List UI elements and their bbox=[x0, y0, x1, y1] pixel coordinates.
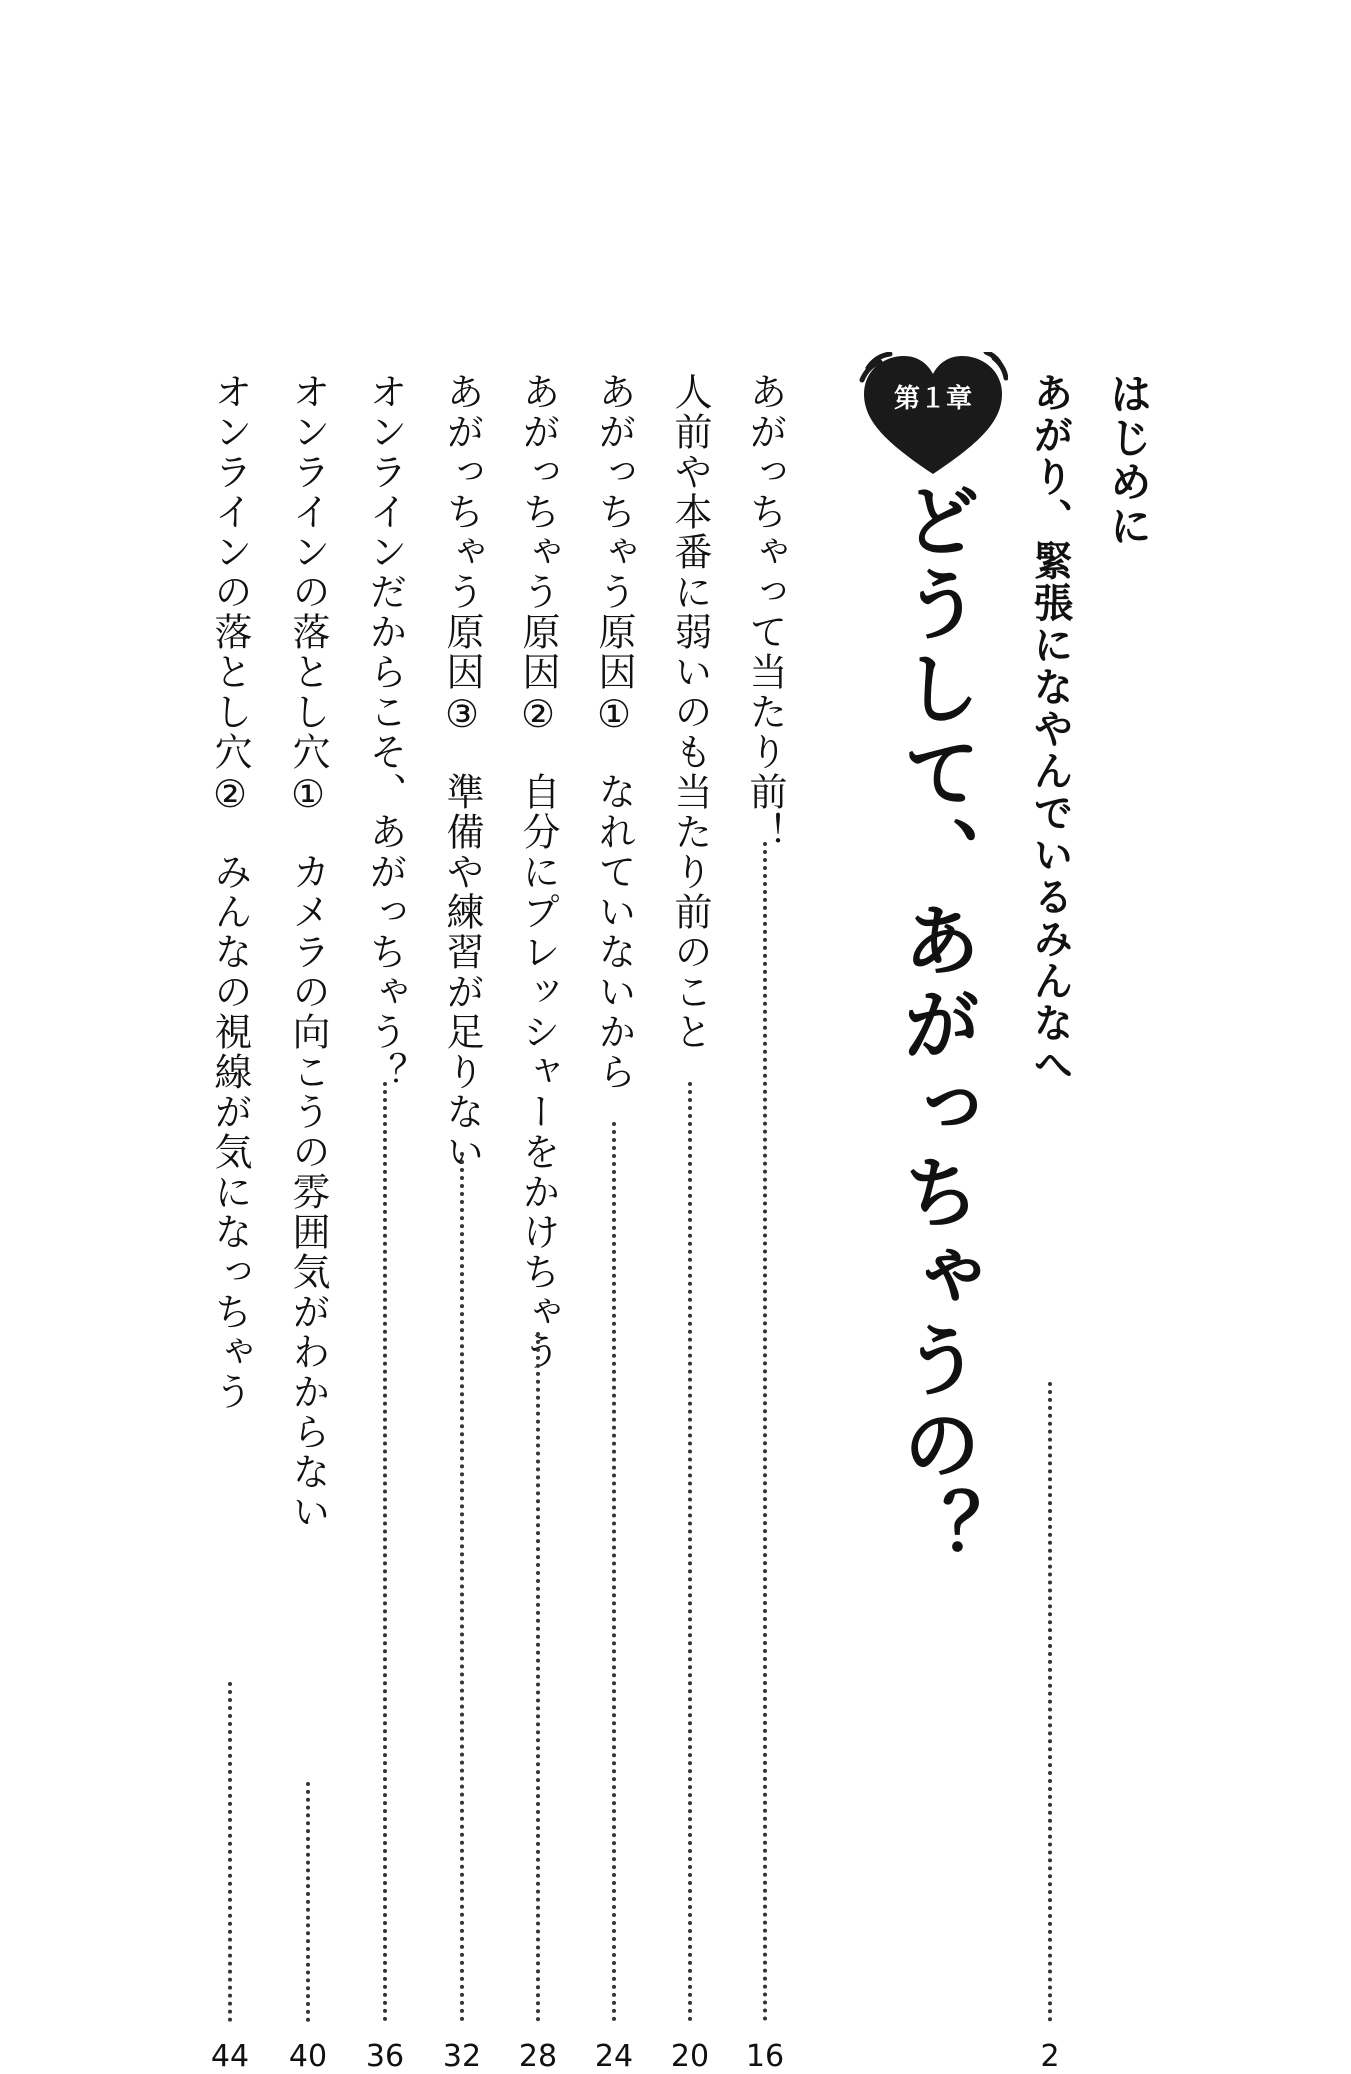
page-number: 24 bbox=[594, 2039, 634, 2074]
toc-entry-subtitle: みんなの視線が気になっちゃう bbox=[208, 852, 252, 1412]
chapter-title bbox=[880, 480, 990, 1572]
toc-entry[interactable] bbox=[508, 372, 568, 2074]
dotted-leader bbox=[383, 1082, 387, 2022]
toc-entry[interactable] bbox=[355, 372, 415, 2074]
dotted-leader bbox=[1048, 1382, 1052, 2022]
toc-entry-prefix: あがっちゃう原因① bbox=[592, 372, 636, 738]
toc-entry[interactable] bbox=[200, 372, 260, 2074]
toc-entry-text bbox=[286, 372, 330, 1532]
page-number: 32 bbox=[442, 2039, 482, 2074]
toc-entry-text: あがり、緊張になやんでいるみんなへ bbox=[1027, 372, 1073, 1086]
page-number: 40 bbox=[288, 2039, 328, 2074]
toc-entry-text bbox=[440, 372, 484, 1172]
toc-entry[interactable] bbox=[735, 372, 795, 2074]
dotted-leader bbox=[688, 1082, 692, 2022]
page-number: 44 bbox=[210, 2039, 250, 2074]
page-number: 36 bbox=[365, 2039, 405, 2074]
dotted-leader bbox=[228, 1682, 232, 2022]
toc-entry[interactable] bbox=[584, 372, 644, 2074]
dotted-leader bbox=[460, 1152, 464, 2022]
toc-entry-text: あがっちゃって当たり前！ bbox=[743, 372, 787, 852]
page-number: 20 bbox=[670, 2039, 710, 2074]
toc-entry[interactable] bbox=[432, 372, 492, 2074]
toc-entry-text: オンラインだからこそ、あがっちゃう？ bbox=[363, 372, 407, 1092]
heading-text: はじめに bbox=[1104, 372, 1153, 548]
toc-entry-text bbox=[592, 372, 636, 1092]
toc-entry[interactable] bbox=[660, 372, 720, 2074]
page-number: 28 bbox=[518, 2039, 558, 2074]
toc-entry-prefix: オンラインの落とし穴② bbox=[208, 372, 252, 818]
toc-entry-text: 人前や本番に弱いのも当たり前のこと bbox=[668, 372, 712, 1052]
toc-entry-text bbox=[516, 372, 560, 1372]
dotted-leader bbox=[306, 1782, 310, 2022]
toc-entry-intro[interactable] bbox=[1020, 372, 1080, 2074]
toc-entry-subtitle: 自分にプレッシャーをかけちゃう bbox=[516, 772, 560, 1372]
page-number: 16 bbox=[745, 2039, 785, 2074]
dotted-leader bbox=[536, 1332, 540, 2022]
toc-entry[interactable] bbox=[278, 372, 338, 2074]
heart-icon bbox=[858, 352, 1008, 480]
chapter-badge bbox=[858, 352, 1008, 480]
dotted-leader bbox=[763, 842, 767, 2022]
toc-entry-prefix: あがっちゃう原因② bbox=[516, 372, 560, 738]
page-number: 2 bbox=[1040, 2039, 1060, 2074]
chapter-title-text: どうして、あがっちゃうの？ bbox=[890, 480, 980, 1572]
toc-entry-prefix: あがっちゃう原因③ bbox=[440, 372, 484, 738]
toc-entry-text bbox=[208, 372, 252, 1412]
toc-entry-prefix: オンラインの落とし穴① bbox=[286, 372, 330, 818]
toc-entry-subtitle: カメラの向こうの雰囲気がわからない bbox=[286, 852, 330, 1532]
toc-entry-subtitle: なれていないから bbox=[592, 772, 636, 1092]
dotted-leader bbox=[612, 1122, 616, 2022]
chapter-badge-label: 第１章 bbox=[893, 384, 972, 414]
toc-entry-subtitle: 準備や練習が足りない bbox=[440, 772, 484, 1172]
